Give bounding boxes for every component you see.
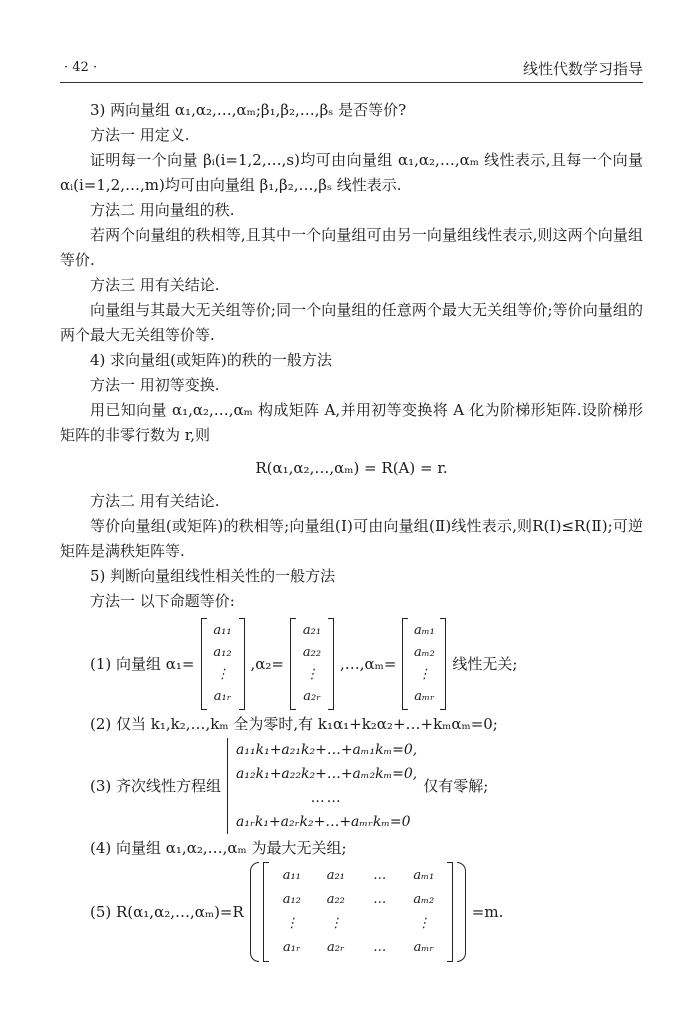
item-2-text: (2) 仅当 k₁,k₂,…,kₘ 全为零时,有 k₁α₁+k₂α₂+…+kₘαₘ=0;	[90, 715, 498, 733]
item-1-sep-a2: ,α₂=	[250, 655, 284, 673]
item-3-suffix: 仅有零解;	[423, 777, 489, 795]
vector-alpha-m: aₘ₁ aₘ₂ ⋮ aₘᵣ	[402, 618, 446, 710]
method-2-heading: 方法二 用向量组的秩.	[90, 201, 235, 219]
matrix-cell: a₂₁	[326, 868, 345, 883]
method-1-heading: 方法一 用定义.	[90, 126, 190, 144]
matrix-cell: aₘ₁	[413, 868, 435, 883]
matrix-cell: a₁ᵣ	[283, 940, 301, 955]
item-1	[60, 618, 643, 710]
method-3-heading: 方法三 用有关结论.	[90, 276, 220, 294]
matrix-cell: …	[373, 868, 387, 883]
matrix-grid	[263, 862, 453, 962]
subsection-5-heading: 5) 判断向量组线性相关性的一般方法	[90, 567, 336, 585]
item-2	[60, 714, 643, 734]
item-1-suffix: 线性无关;	[452, 655, 518, 673]
item-5-prefix: (5) R(α₁,α₂,…,αₘ)=R	[90, 903, 244, 921]
subsection-4-heading: 4) 求向量组(或矩阵)的秩的一般方法	[90, 351, 332, 369]
matrix-cell	[358, 914, 402, 934]
method-2-text: 若两个向量组的秩相等,且其中一个向量组可由另一向量组线性表示,则这两个向量组等价.	[60, 226, 643, 269]
matrix-cell: …	[373, 892, 387, 907]
rank-method-2-text: 等价向量组(或矩阵)的秩相等;向量组(Ⅰ)可由向量组(Ⅱ)线性表示,则R(Ⅰ)≤R(Ⅱ);可逆矩阵是满秩矩阵等.	[60, 517, 643, 560]
running-title: 线性代数学习指导	[522, 60, 643, 78]
matrix-cell: aₘᵣ	[413, 940, 434, 955]
subsection-3-heading: 3) 两向量组 α₁,α₂,…,αₘ;β₁,β₂,…,βₛ 是否等价?	[90, 101, 407, 119]
rank-equation: R(α₁,α₂,…,αₘ) = R(A) = r.	[255, 459, 448, 477]
item-4	[60, 838, 643, 858]
item-5	[60, 862, 643, 962]
item-4-text: (4) 向量组 α₁,α₂,…,αₘ 为最大无关组;	[90, 839, 347, 857]
dependence-method-1-heading: 方法一 以下命题等价:	[90, 592, 235, 610]
left-paren	[250, 862, 259, 962]
page-number: · 42 ·	[64, 60, 98, 75]
page-body	[60, 98, 643, 966]
vector-alpha-1: a₁₁ a₁₂ ⋮ a₁ᵣ	[201, 618, 245, 710]
matrix-cell: a₁₁	[282, 868, 301, 883]
item-5-suffix: =m.	[471, 903, 504, 921]
rank-method-1-heading: 方法一 用初等变换.	[90, 376, 220, 394]
matrix-cell: ⋮	[417, 916, 431, 931]
item-1-sep-am: ,…,αₘ=	[339, 655, 397, 673]
matrix-cell: ⋮	[329, 916, 343, 931]
page-header	[60, 52, 643, 83]
matrix-cell: a₂ᵣ	[327, 940, 345, 955]
vector-alpha-2: a₂₁ a₂₂ ⋮ a₂ᵣ	[290, 618, 334, 710]
matrix-cell: a₁₂	[282, 892, 301, 907]
matrix-cell: a₂₂	[326, 892, 345, 907]
item-3	[60, 738, 643, 834]
rank-method-2-heading: 方法二 用有关结论.	[90, 492, 220, 510]
method-3-text: 向量组与其最大无关组等价;同一个向量组的任意两个最大无关组等价;等价向量组的两个最大无关组等价等.	[60, 301, 643, 344]
matrix-cell: …	[373, 940, 387, 955]
matrix-cell: ⋮	[285, 916, 299, 931]
item-1-prefix: (1) 向量组 α₁=	[90, 655, 195, 673]
matrix-cell: aₘ₂	[413, 892, 435, 907]
method-1-text: 证明每一个向量 βᵢ(i=1,2,…,s)均可由向量组 α₁,α₂,…,αₘ 线性表示,且每一个向量 αᵢ(i=1,2,…,m)均可由向量组 β₁,β₂,…,βₛ 线性表示.	[60, 151, 643, 194]
item-3-prefix: (3) 齐次线性方程组	[90, 777, 222, 795]
rank-method-1-text: 用已知向量 α₁,α₂,…,αₘ 构成矩阵 A,并用初等变换将 A 化为阶梯形矩阵.设阶梯形矩阵的非零行数为 r,则	[60, 401, 643, 444]
rank-matrix	[250, 862, 466, 962]
linear-system: a₁₁k₁+a₂₁k₂+…+aₘ₁kₘ=0, a₁₂k₁+a₂₂k₂+…+aₘ₂kₘ=0, …… a₁ᵣk₁+a₂ᵣk₂+…+aₘᵣkₘ=0	[227, 738, 417, 834]
right-paren	[457, 862, 466, 962]
